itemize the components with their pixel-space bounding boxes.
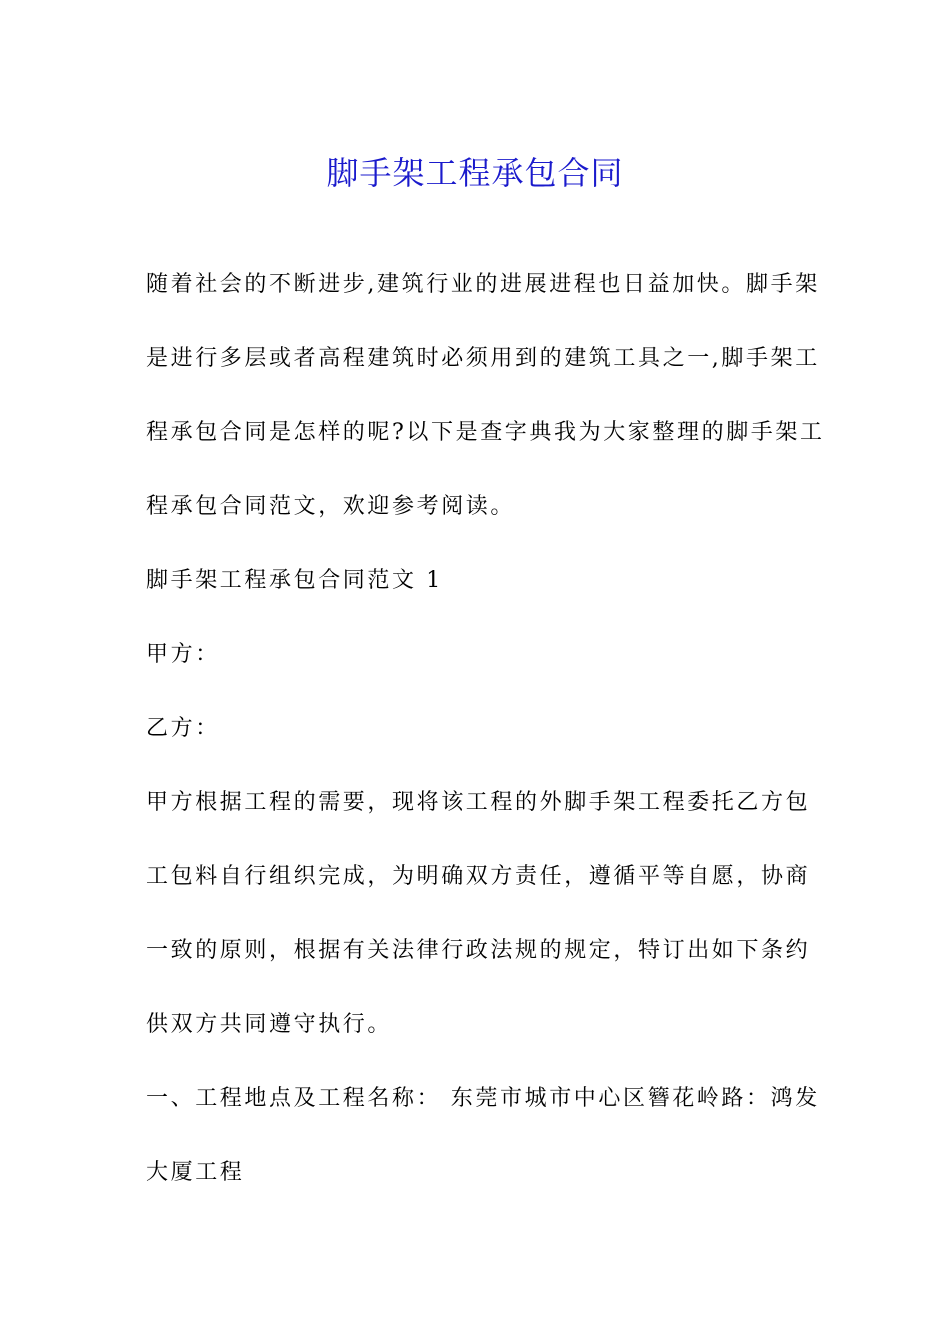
text-line: 工包料自行组织完成，为明确双方责任，遵循平等自愿，协商 (146, 864, 811, 889)
text-line: 程承包合同是怎样的呢?以下是查字典我为大家整理的脚手架工 (146, 420, 825, 445)
party-b-label: 乙方： (146, 716, 220, 741)
clause-line: 大厦工程 (146, 1160, 245, 1185)
text-line: 是进行多层或者高程建筑时必须用到的建筑工具之一,脚手架工 (146, 346, 820, 371)
text-line: 程承包合同范文，欢迎参考阅读。 (146, 494, 516, 519)
text-line: 随着社会的不断进步,建筑行业的进展进程也日益加快。脚手架 (146, 272, 820, 297)
document-body (146, 248, 825, 1210)
text-line: 一致的原则，根据有关法律行政法规的规定，特订出如下条约 (146, 938, 811, 963)
clause-line: 一、工程地点及工程名称： 东莞市城市中心区簪花岭路：鸿发 (146, 1086, 820, 1111)
section-heading: 脚手架工程承包合同范文 1 (146, 568, 443, 593)
document-title: 脚手架工程承包合同 (326, 154, 624, 193)
text-line: 供双方共同遵守执行。 (146, 1012, 393, 1037)
party-a-label: 甲方： (146, 642, 220, 667)
text-line: 甲方根据工程的需要，现将该工程的外脚手架工程委托乙方包 (146, 790, 811, 815)
